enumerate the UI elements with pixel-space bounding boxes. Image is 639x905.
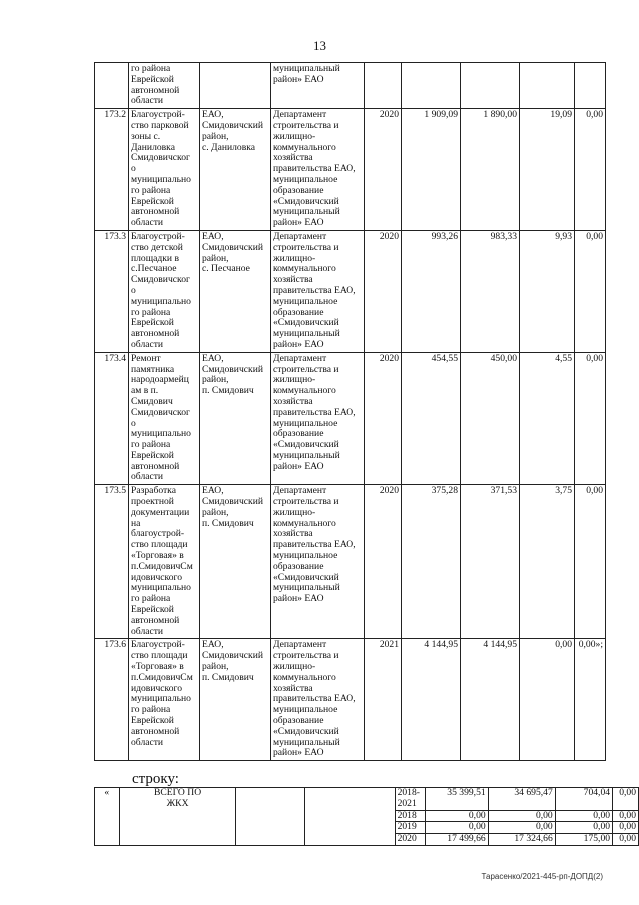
row-year: 2020	[365, 230, 402, 352]
row-executor: Департамент строительства и жилищно- коммунального хозяйства правительства ЕАО, муниципальное образование «Смидовичский муниципальный район» ЕАО	[271, 109, 365, 231]
summary-regional-budget: 175,00	[555, 834, 612, 846]
summary-local-budget: 0,00	[613, 834, 639, 846]
table-row	[95, 352, 606, 485]
row-executor: Департамент строительства и жилищно- коммунального хозяйства правительства ЕАО, муниципальное образование «Смидовичский муниципальный район» ЕАО	[271, 639, 365, 761]
row-year: 2020	[365, 109, 402, 231]
row-name: Ремонт памятника народоармейц ам в п. Смидович Смидовичског о муниципально го района Еврейской автономной области	[129, 352, 200, 485]
row-federal-budget: 450,00	[461, 352, 520, 485]
page-number: 13	[313, 38, 326, 53]
program-table-body	[95, 63, 606, 761]
summary-row	[95, 788, 639, 811]
table-row	[95, 485, 606, 639]
row-executor: Департамент строительства и жилищно- коммунального хозяйства правительства ЕАО, муниципальное образование «Смидовичский муниципальный район» ЕАО	[271, 230, 365, 352]
summary-total: 0,00	[426, 810, 488, 822]
row-number	[95, 63, 129, 109]
row-local-budget: 0,00	[575, 352, 606, 485]
table-row	[95, 639, 606, 761]
row-location	[200, 63, 271, 109]
summary-total: 0,00	[426, 822, 488, 834]
summary-total: 35 399,51	[426, 788, 488, 811]
document-footer-code: Тарасенко/2021-445-рп-ДОПД(2)	[481, 872, 603, 881]
row-location: ЕАО, Смидовичский район, с. Песчаное	[200, 230, 271, 352]
summary-federal-budget: 0,00	[488, 810, 555, 822]
row-location: ЕАО, Смидовичский район, п. Смидович	[200, 639, 271, 761]
summary-local-budget: 0,00	[613, 822, 639, 834]
row-local-budget: 0,00	[575, 109, 606, 231]
row-federal-budget: 371,53	[461, 485, 520, 639]
summary-empty-cell	[236, 788, 304, 846]
row-regional-budget: 9,93	[520, 230, 575, 352]
row-year: 2020	[365, 352, 402, 485]
row-total: 993,26	[402, 230, 461, 352]
row-regional-budget: 19,09	[520, 109, 575, 231]
summary-regional-budget: 704,04	[555, 788, 612, 811]
row-local-budget: 0,00»;	[575, 639, 606, 761]
summary-empty-cell	[304, 788, 395, 846]
row-local-budget	[575, 63, 606, 109]
summary-title: ВСЕГО ПО ЖКХ	[119, 788, 236, 846]
summary-table-body	[95, 788, 639, 846]
row-total: 4 144,95	[402, 639, 461, 761]
row-number: 173.3	[95, 230, 129, 352]
row-name: го района Еврейской автономной области	[129, 63, 200, 109]
row-executor: муниципальный район» ЕАО	[271, 63, 365, 109]
summary-federal-budget: 17 324,66	[488, 834, 555, 846]
table-row	[95, 230, 606, 352]
row-year: 2020	[365, 485, 402, 639]
row-year	[365, 63, 402, 109]
summary-table	[94, 787, 639, 846]
row-federal-budget: 1 890,00	[461, 109, 520, 231]
summary-year: 2018- 2021	[395, 788, 426, 811]
program-table	[94, 62, 606, 761]
new-row-label: строку:	[132, 771, 179, 787]
row-name: Благоустрой- ство детской площадки в с.Песчаное Смидовичског о муниципально го района Еврейской автономной области	[129, 230, 200, 352]
summary-local-budget: 0,00	[613, 810, 639, 822]
summary-year: 2018	[395, 810, 426, 822]
summary-regional-budget: 0,00	[555, 810, 612, 822]
row-number: 173.2	[95, 109, 129, 231]
row-regional-budget: 0,00	[520, 639, 575, 761]
summary-total: 17 499,66	[426, 834, 488, 846]
summary-federal-budget: 0,00	[488, 822, 555, 834]
row-number: 173.6	[95, 639, 129, 761]
summary-regional-budget: 0,00	[555, 822, 612, 834]
row-regional-budget: 4,55	[520, 352, 575, 485]
summary-quote-mark: «	[95, 788, 120, 846]
row-name: Благоустрой- ство площади «Торговая» в п.СмидовичСм идовичского муниципально го района Еврейской автономной области	[129, 639, 200, 761]
row-location: ЕАО, Смидовичский район, п. Смидович	[200, 485, 271, 639]
table-row	[95, 63, 606, 109]
row-total: 454,55	[402, 352, 461, 485]
row-federal-budget: 4 144,95	[461, 639, 520, 761]
row-regional-budget	[520, 63, 575, 109]
summary-local-budget: 0,00	[613, 788, 639, 811]
summary-federal-budget: 34 695,47	[488, 788, 555, 811]
row-number: 173.4	[95, 352, 129, 485]
row-regional-budget: 3,75	[520, 485, 575, 639]
row-total: 375,28	[402, 485, 461, 639]
row-location: ЕАО, Смидовичский район, п. Смидович	[200, 352, 271, 485]
row-total	[402, 63, 461, 109]
row-local-budget: 0,00	[575, 485, 606, 639]
row-local-budget: 0,00	[575, 230, 606, 352]
row-total: 1 909,09	[402, 109, 461, 231]
row-number: 173.5	[95, 485, 129, 639]
row-federal-budget: 983,33	[461, 230, 520, 352]
summary-year: 2020	[395, 834, 426, 846]
row-executor: Департамент строительства и жилищно- коммунального хозяйства правительства ЕАО, муниципальное образование «Смидовичский муниципальный район» ЕАО	[271, 352, 365, 485]
row-federal-budget	[461, 63, 520, 109]
table-row	[95, 109, 606, 231]
row-executor: Департамент строительства и жилищно- коммунального хозяйства правительства ЕАО, муниципальное образование «Смидовичский муниципальный район» ЕАО	[271, 485, 365, 639]
row-name: Разработка проектной документации на благоустрой- ство площади «Торговая» в п.СмидовичСм идовичского муниципально го района Еврейской автономной области	[129, 485, 200, 639]
row-year: 2021	[365, 639, 402, 761]
row-name: Благоустрой- ство парковой зоны с. Даниловка Смидовичског о муниципально го района Еврейской автономной области	[129, 109, 200, 231]
summary-year: 2019	[395, 822, 426, 834]
row-location: ЕАО, Смидовичский район, с. Даниловка	[200, 109, 271, 231]
